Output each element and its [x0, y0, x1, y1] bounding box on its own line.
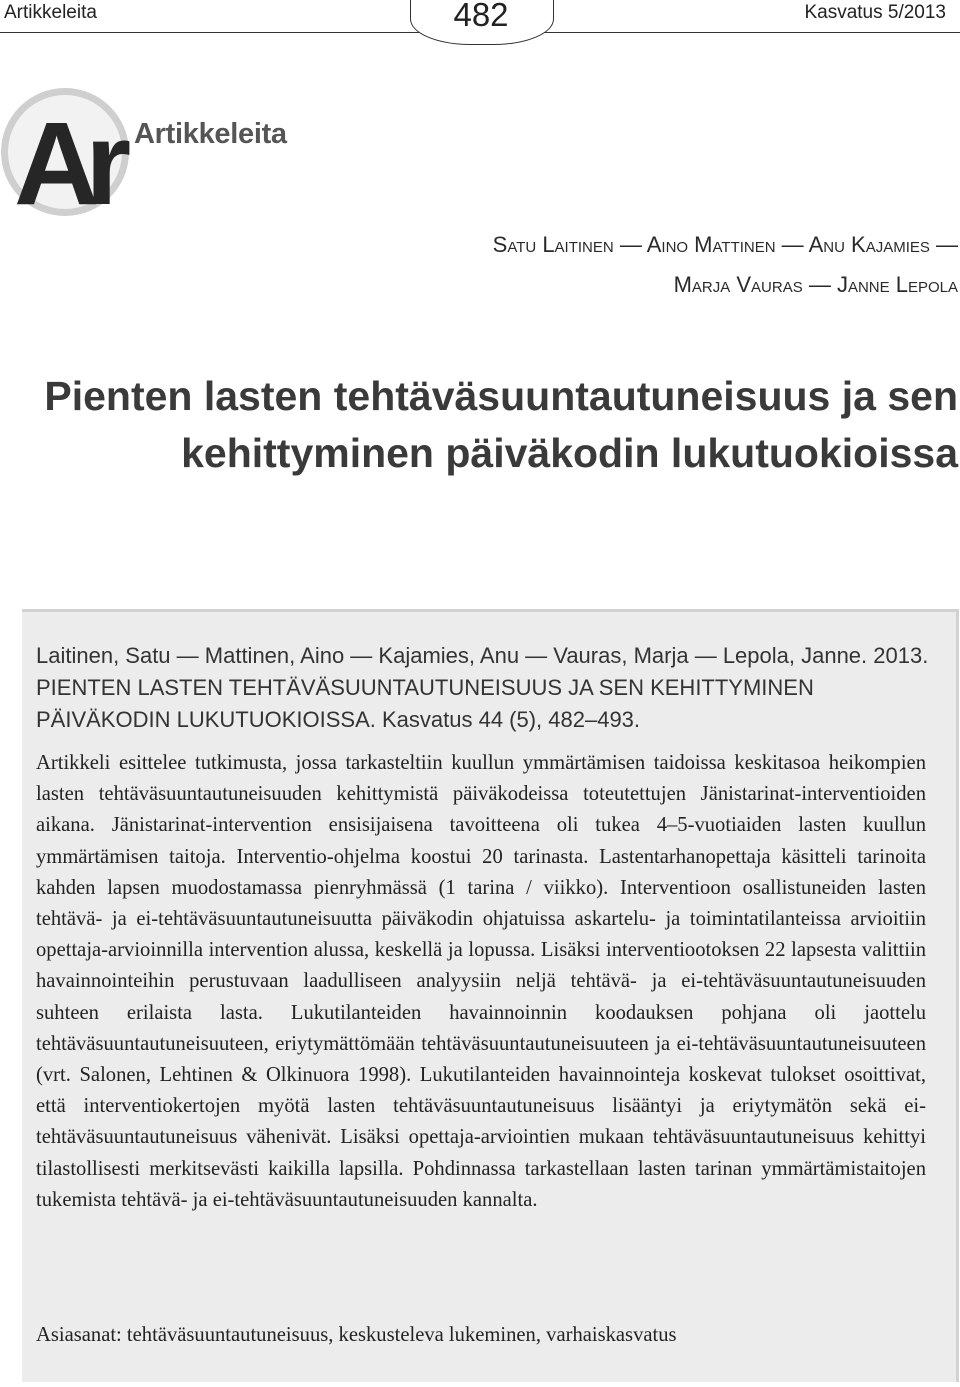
section-logo-icon: [0, 86, 300, 226]
keywords: Asiasanat: tehtäväsuuntautuneisuus, keskusteleva lukeminen, varhaiskasvatus: [36, 1324, 677, 1346]
author-list: [493, 225, 958, 305]
section-label: Artikkeleita: [134, 118, 287, 150]
authors-line-2: Marja Vauras — Janne Lepola: [673, 272, 958, 297]
title-line-2: kehittyminen päiväkodin lukutuokioissa: [181, 430, 958, 476]
title-line-1: Pienten lasten tehtäväsuuntautuneisuus ja sen: [44, 373, 958, 419]
section-logo: [0, 86, 300, 226]
authors-line-1: Satu Laitinen — Aino Mattinen — Anu Kajamies —: [492, 232, 958, 257]
article-title: [24, 368, 958, 482]
logo-glyph: Ar: [14, 98, 118, 226]
running-head: [0, 0, 960, 50]
section-name: Artikkeleita: [4, 2, 97, 23]
journal-issue: Kasvatus 5/2013: [804, 2, 946, 23]
abstract-text: Artikkeli esittelee tutkimusta, jossa tarkasteltiin kuullun ymmärtämisen taidoissa keskitasoa heikompien lasten tehtäväsuuntautuneisuuden kehittymistä päiväkodeissa toteutettujen Jänistarinat-interventioiden aikana. Jänistarinat-intervention ensisijaisena tavoitteena oli tukea 4–5-vuotiaiden lasten kuullun ymmärtämisen taitoja. Interventio-ohjelma koostui 20 tarinasta. Lastentarhanopettaja käsitteli tarinoita kahden lapsen muodostamassa pienryhmässä (1 tarina / viikko). Interventioon osallistuneiden lasten tehtävä- ja ei-tehtäväsuuntautuneisuutta päiväkodin ohjatuissa askartelu- ja toimintatilanteissa arvioitiin opettaja-arvioinnilla intervention alussa, keskellä ja lopussa. Lisäksi interventiootoksen 22 lapsesta valittiin havainnointeihin perustuvaan laadulliseen analyysiin neljä tehtävä- ja ei-tehtäväsuuntautuneisuuden suhteen erilaista lasta. Lukutilanteiden havainnoinnin koodauksen pohjana oli jaottelu tehtäväsuuntautuneisuuteen, eriytymättömään tehtäväsuuntautuneisuuteen ja ei-tehtäväsuuntautuneisuuteen (vrt. Salonen, Lehtinen & Olkinuora 1998). Lukutilanteiden havainnointeja koskevat tulokset osoittivat, että interventiokertojen myötä lasten tehtäväsuuntautuneisuus lisääntyi ja eriytymätön sekä ei-tehtäväsuuntautuneisuus vähenivät. Lisäksi opettaja-arviointien mukaan tehtäväsuuntautuneisuus kehittyi tilastollisesti merkitsevästi kaikilla lapsilla. Pohdinnassa tarkastellaan lasten tarinan ymmärtämistaitojen tukemista tehtävä- ja ei-tehtäväsuuntautuneisuuden kannalta.: [36, 752, 926, 1211]
page-number: 482: [453, 0, 509, 33]
citation: Laitinen, Satu — Mattinen, Aino — Kajamies, Anu — Vauras, Marja — Lepola, Janne. 2013. PIENTEN LASTEN TEHTÄVÄSUUNTAUTUNEISUUS JA SEN KEHITTYMINEN PÄIVÄKODIN LUKUTUOKIOISSA. Kasvatus 44 (5), 482–493.: [36, 643, 929, 732]
